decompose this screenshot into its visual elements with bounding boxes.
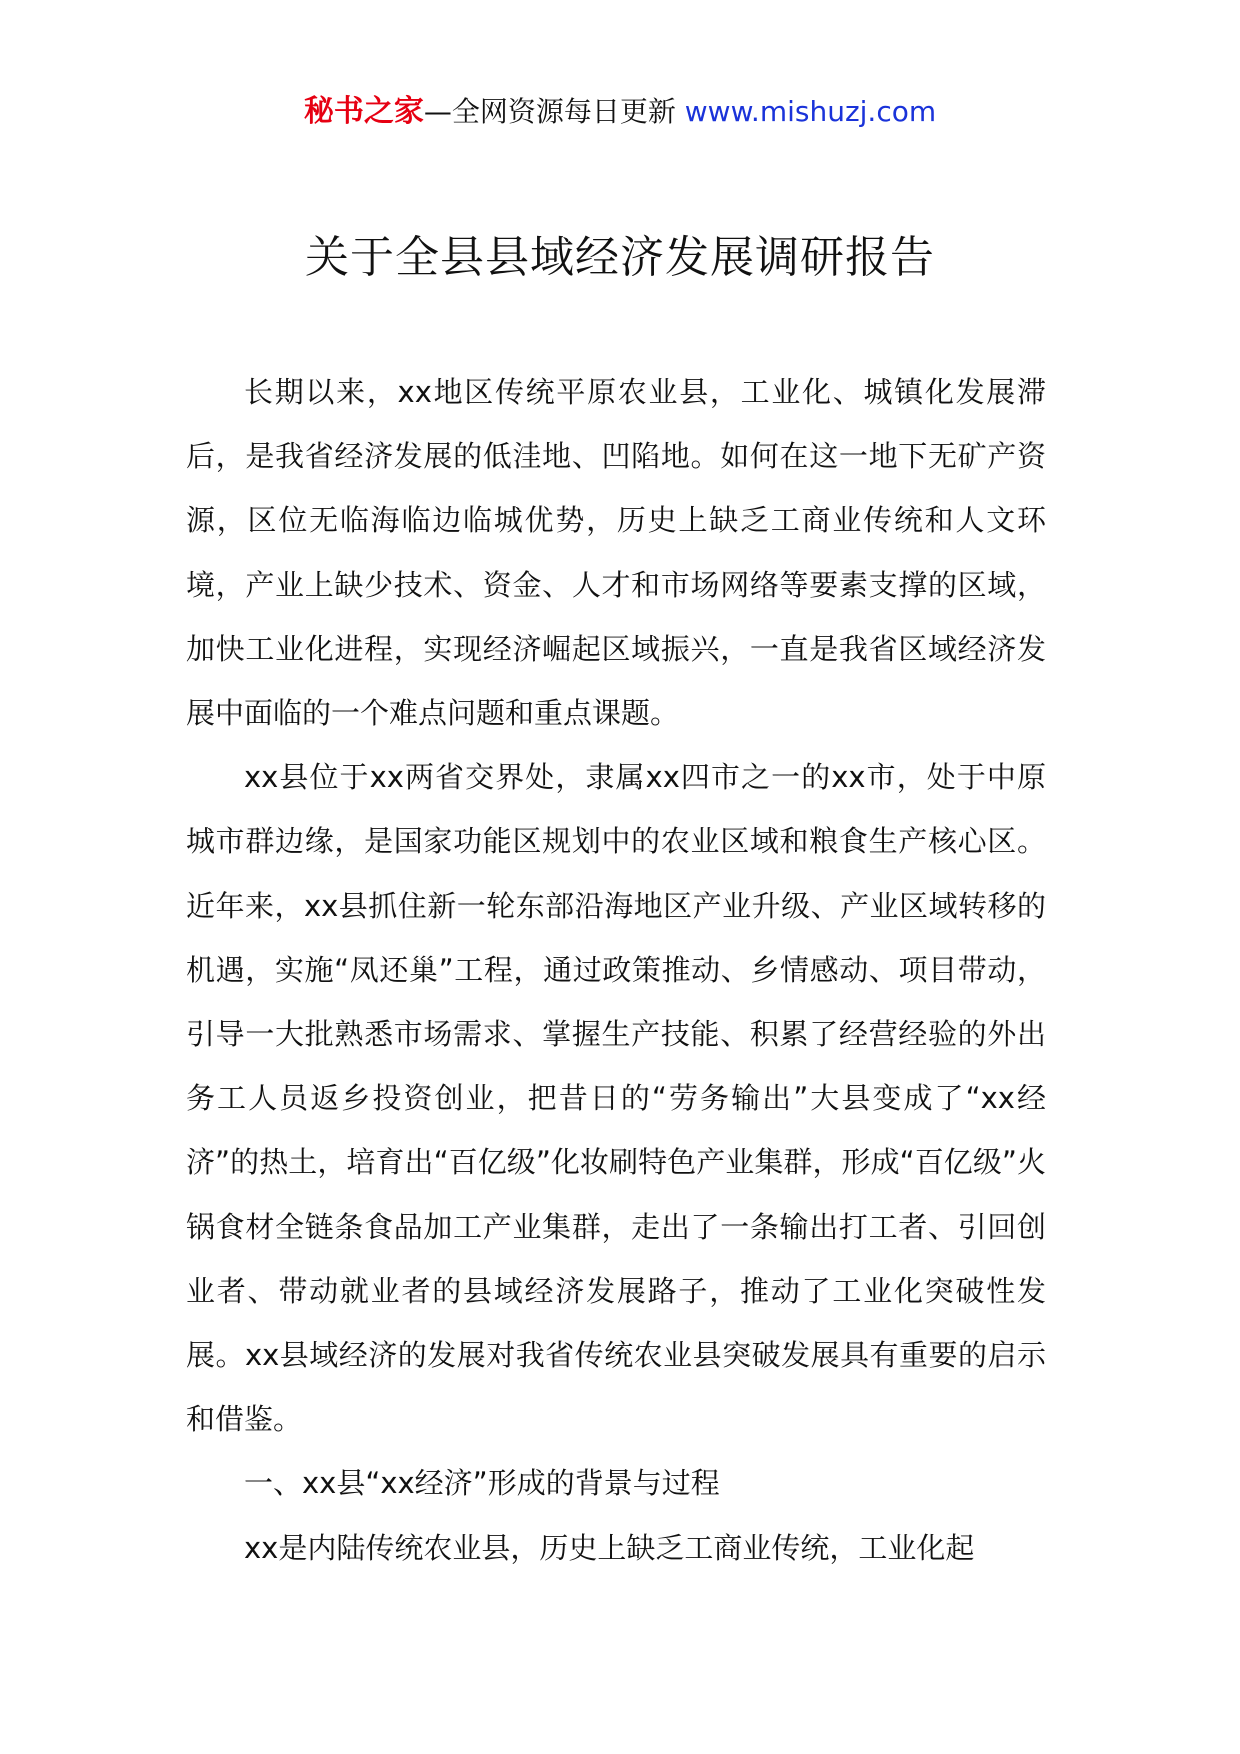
paragraph-section-1: xx是内陆传统农业县，历史上缺乏工商业传统，工业化起 (244, 1530, 975, 1565)
site-url-link[interactable]: www.mishuzj.com (684, 95, 937, 128)
document-title: 关于全县县域经济发展调研报告 (305, 232, 935, 283)
site-header (0, 92, 1240, 132)
document-body (186, 360, 1046, 1580)
section-heading-1: 一、xx县“xx经济”形成的背景与过程 (244, 1466, 720, 1501)
site-brand: 秘书之家 (303, 94, 424, 129)
paragraph-intro: 长期以来，xx地区传统平原农业县，工业化、城镇化发展滞后，是我省经济发展的低洼地、凹陷地。如何在这一地下无矿产资源，区位无临海临边临城优势，历史上缺乏工商业传统和人文环境，产业上缺少技术、资金、人才和市场网络等要素支撑的区域，加快工业化进程，实现经济崛起区域振兴，一直是我省区域经济发展中面临的一个难点问题和重点课题。 (186, 375, 1046, 731)
paragraph-county-overview: xx县位于xx两省交界处，隶属xx四市之一的xx市，处于中原城市群边缘，是国家功能区规划中的农业区域和粮食生产核心区。近年来，xx县抓住新一轮东部沿海地区产业升级、产业区域转移的机遇，实施“凤还巢”工程，通过政策推动、乡情感动、项目带动，引导一大批熟悉市场需求、掌握生产技能、积累了经营经验的外出务工人员返乡投资创业，把昔日的“劳务输出”大县变成了“xx经济”的热土，培育出“百亿级”化妆刷特色产业集群，形成“百亿级”火锅食材全链条食品加工产业集群，走出了一条输出打工者、引回创业者、带动就业者的县域经济发展路子，推动了工业化突破性发展。xx县域经济的发展对我省传统农业县突破发展具有重要的启示和借鉴。 (186, 760, 1046, 1437)
site-tagline: —全网资源每日更新 (423, 95, 676, 128)
